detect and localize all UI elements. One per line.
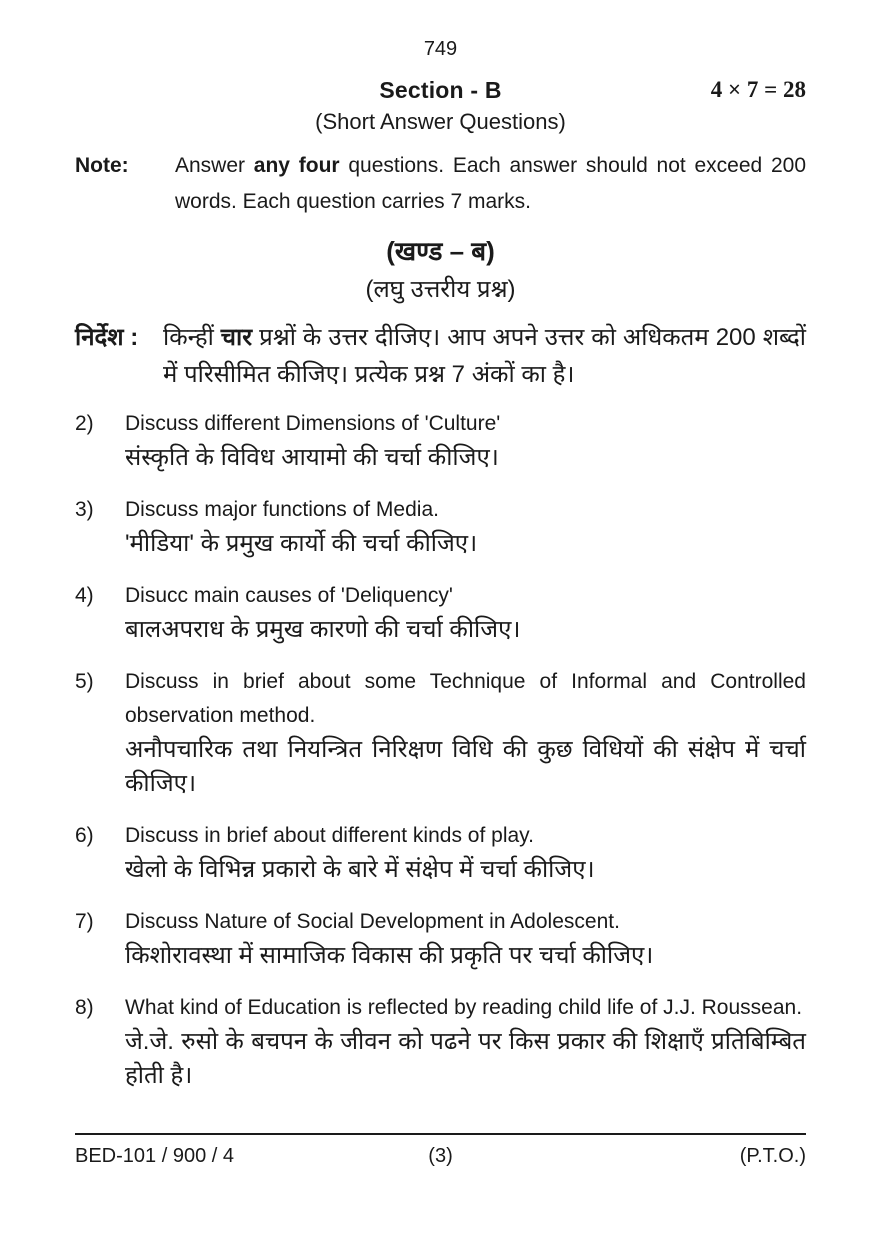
question-text-hi: संस्कृति के विविध आयामो की चर्चा कीजिए। [125, 444, 499, 471]
question-body [125, 493, 806, 561]
question-text-en: Discuss in brief about some Technique of Informal and Controlled observation method. [125, 670, 806, 727]
note-text [175, 148, 806, 220]
question-body [125, 991, 806, 1093]
question-text-hi: किशोरावस्था में सामाजिक विकास की प्रकृति पर चर्चा कीजिए। [125, 942, 654, 969]
section-marks: 4 × 7 = 28 [710, 77, 806, 102]
question-4 [75, 579, 806, 647]
question-text-en: Discuss in brief about different kinds of play. [125, 824, 534, 847]
question-text-hi: जे.जे. रुसो के बचपन के जीवन को पढने पर किस प्रकार की शिक्षाएँ प्रतिबिम्बित होती है। [125, 1028, 806, 1089]
nirdesh-text [163, 319, 806, 393]
page-number: 749 [423, 38, 458, 60]
question-text-en: Discuss Nature of Social Development in Adolescent. [125, 910, 620, 933]
section-subtitle: (Short Answer Questions) [315, 109, 566, 134]
nirdesh-text-bold: चार [220, 324, 253, 351]
question-8 [75, 991, 806, 1093]
nirdesh-block [75, 319, 806, 393]
question-text-en: Discuss different Dimensions of 'Culture' [125, 412, 501, 435]
question-2 [75, 407, 806, 475]
questions-list [75, 407, 806, 1093]
note-text-after: questions. Each answer should not exceed 200 words. Each question carries 7 marks. [175, 154, 807, 213]
question-3 [75, 493, 806, 561]
nirdesh-text-before: किन्हीं [163, 324, 221, 351]
question-body [125, 819, 806, 887]
question-text-en: Discuss major functions of Media. [125, 498, 439, 521]
question-body [125, 905, 806, 973]
question-body [125, 579, 806, 647]
question-number: 6) [75, 824, 94, 847]
footer-page-number: (3) [428, 1145, 453, 1167]
footer-pto: (P.T.O.) [739, 1145, 807, 1167]
question-text-hi: अनौपचारिक तथा नियन्त्रित निरिक्षण विधि की कुछ विधियों की संक्षेप में चर्चा कीजिए। [125, 736, 806, 797]
note-label: Note: [75, 154, 129, 177]
question-number: 5) [75, 670, 94, 693]
question-text-hi: खेलो के विभिन्न प्रकारो के बारे में संक्षेप में चर्चा कीजिए। [125, 856, 595, 883]
question-text-en: Disucc main causes of 'Deliquency' [125, 584, 453, 607]
note-text-bold: any four [253, 154, 340, 177]
question-body [125, 407, 806, 475]
section-title: Section - B [379, 77, 502, 103]
footer-paper-code: BED-101 / 900 / 4 [75, 1145, 234, 1167]
section-subtitle-hindi: (लघु उत्तरीय प्रश्न) [365, 276, 516, 303]
question-number: 4) [75, 584, 94, 607]
question-number: 2) [75, 412, 94, 435]
question-6 [75, 819, 806, 887]
note-block [75, 148, 806, 220]
question-5 [75, 665, 806, 801]
page-footer [75, 1133, 806, 1168]
nirdesh-label: निर्देश : [75, 324, 139, 351]
question-text-hi: बालअपराध के प्रमुख कारणो की चर्चा कीजिए। [125, 616, 521, 643]
nirdesh-text-after: प्रश्नों के उत्तर दीजिए। आप अपने उत्तर को अधिकतम 200 शब्दों में परिसीमित कीजिए। प्रत्येक प्रश्न 7 अंकों का है। [163, 324, 807, 388]
question-text-en: What kind of Education is reflected by reading child life of J.J. Roussean. [125, 996, 803, 1019]
section-title-hindi: (खण्ड – ब) [386, 236, 495, 266]
question-body [125, 665, 806, 801]
question-7 [75, 905, 806, 973]
question-number: 7) [75, 910, 94, 933]
note-text-before: Answer [175, 154, 254, 177]
question-number: 3) [75, 498, 94, 521]
section-heading-row [75, 76, 806, 104]
question-number: 8) [75, 996, 94, 1019]
question-text-hi: 'मीडिया' के प्रमुख कार्यो की चर्चा कीजिए। [125, 530, 478, 557]
